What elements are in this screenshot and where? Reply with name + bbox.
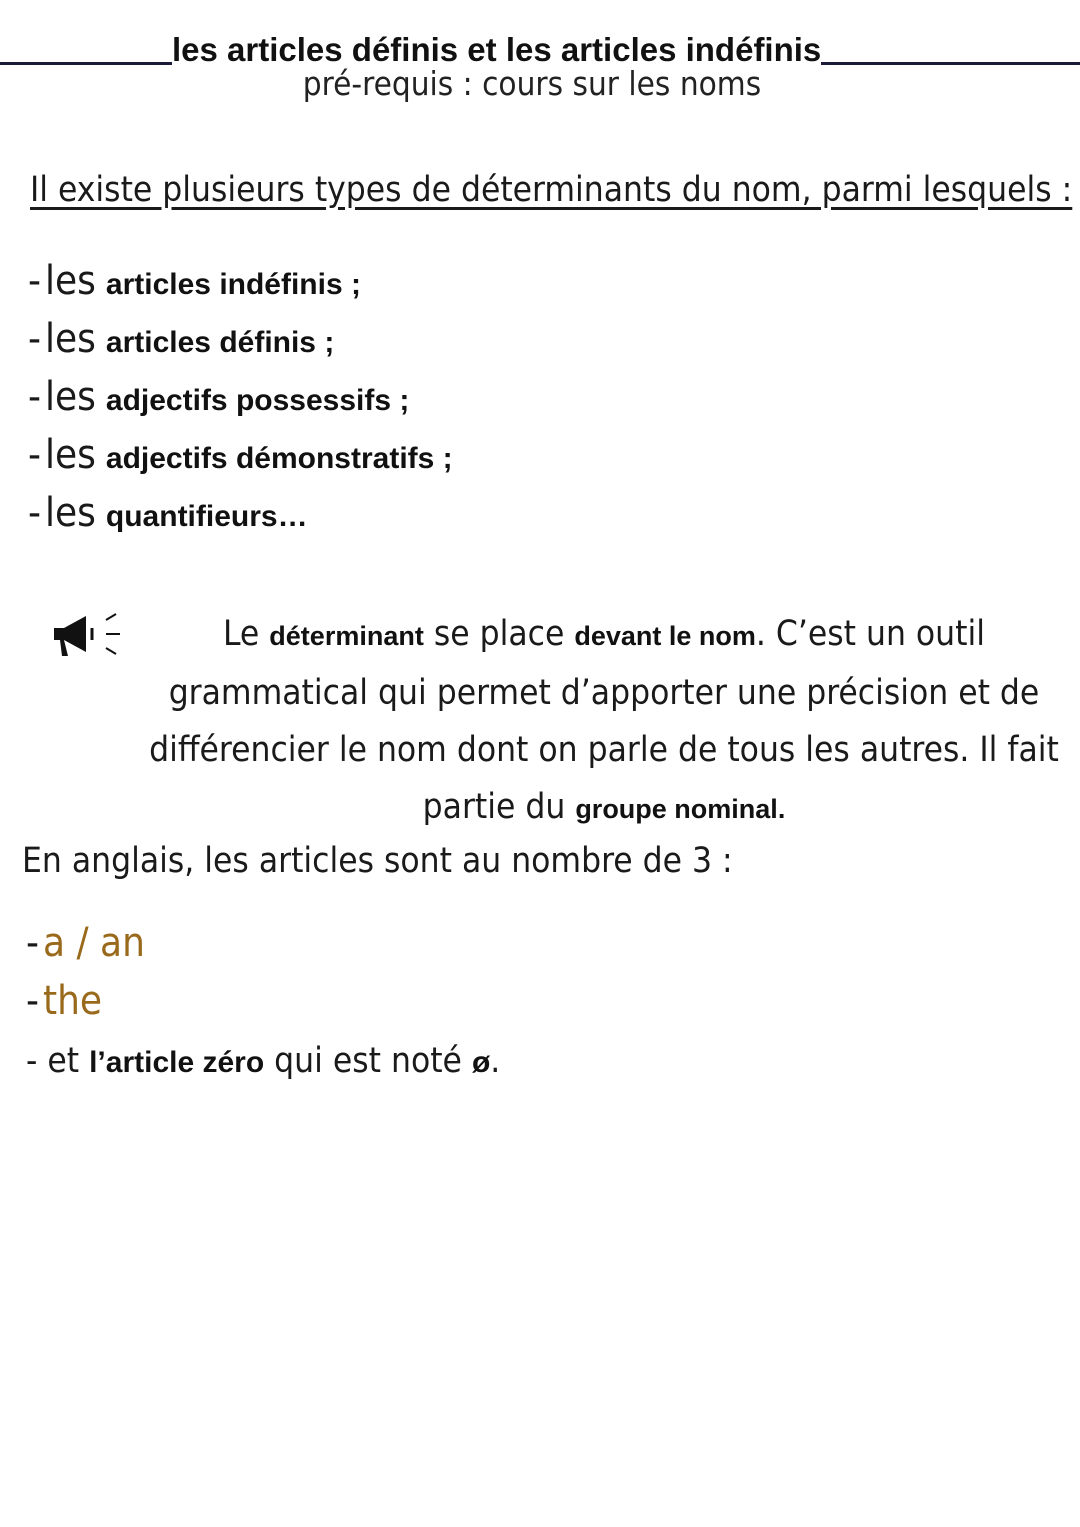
- list-term: quantifieurs…: [105, 500, 308, 533]
- list-dash: -: [28, 432, 41, 478]
- list-item: [28, 426, 453, 484]
- list-dash: -: [26, 920, 39, 966]
- zero-bold-article: l’article zéro: [89, 1046, 265, 1079]
- page-title: les articles définis et les articles indéfinis: [172, 31, 822, 68]
- note-text: Le: [223, 614, 270, 654]
- english-article-the: the: [43, 978, 103, 1024]
- note-bold-devant-le-nom: devant le nom: [574, 621, 756, 651]
- zero-text: .: [490, 1041, 501, 1081]
- list-term: adjectifs possessifs ;: [105, 384, 410, 417]
- list-item: [26, 972, 145, 1030]
- list-dash: -: [26, 978, 39, 1024]
- english-articles-list: [26, 914, 145, 1030]
- note-text: se place: [423, 614, 575, 654]
- list-item: [28, 252, 453, 310]
- english-article-a-an: a / an: [43, 920, 145, 966]
- note-bold-groupe-nominal: groupe nominal.: [575, 794, 786, 824]
- list-dash: -: [28, 490, 41, 536]
- list-term: articles indéfinis ;: [105, 268, 361, 301]
- list-les: les: [45, 432, 96, 478]
- list-item: [28, 484, 453, 542]
- list-les: les: [45, 258, 96, 304]
- zero-text: - et: [26, 1041, 90, 1081]
- zero-text: qui est noté: [264, 1041, 472, 1081]
- list-les: les: [45, 374, 96, 420]
- zero-symbol: ø: [471, 1046, 491, 1079]
- list-dash: -: [28, 374, 41, 420]
- list-les: les: [45, 490, 96, 536]
- list-les: les: [45, 316, 96, 362]
- list-dash: -: [28, 316, 41, 362]
- list-term: articles définis ;: [105, 326, 335, 359]
- determinant-note: [128, 606, 1080, 838]
- list-term: adjectifs démonstratifs ;: [105, 442, 453, 475]
- list-item: [28, 368, 453, 426]
- zero-article-line: [26, 1036, 500, 1088]
- english-intro: En anglais, les articles sont au nombre de 3 :: [22, 841, 733, 881]
- megaphone-icon: [50, 612, 122, 660]
- determinants-list: [28, 252, 453, 542]
- page-subtitle: pré-requis : cours sur les noms: [302, 64, 762, 103]
- list-dash: -: [28, 258, 41, 304]
- list-item: [28, 310, 453, 368]
- list-item: [26, 914, 145, 972]
- note-bold-determinant: déterminant: [269, 621, 424, 651]
- intro-text: Il existe plusieurs types de déterminants du nom, parmi lesquels :: [30, 170, 1073, 210]
- note-text: . C’est un outil grammatical qui permet d’apporter une précision et de différencier le nom dont on parle de tous les autres. Il fait partie du: [149, 614, 1059, 827]
